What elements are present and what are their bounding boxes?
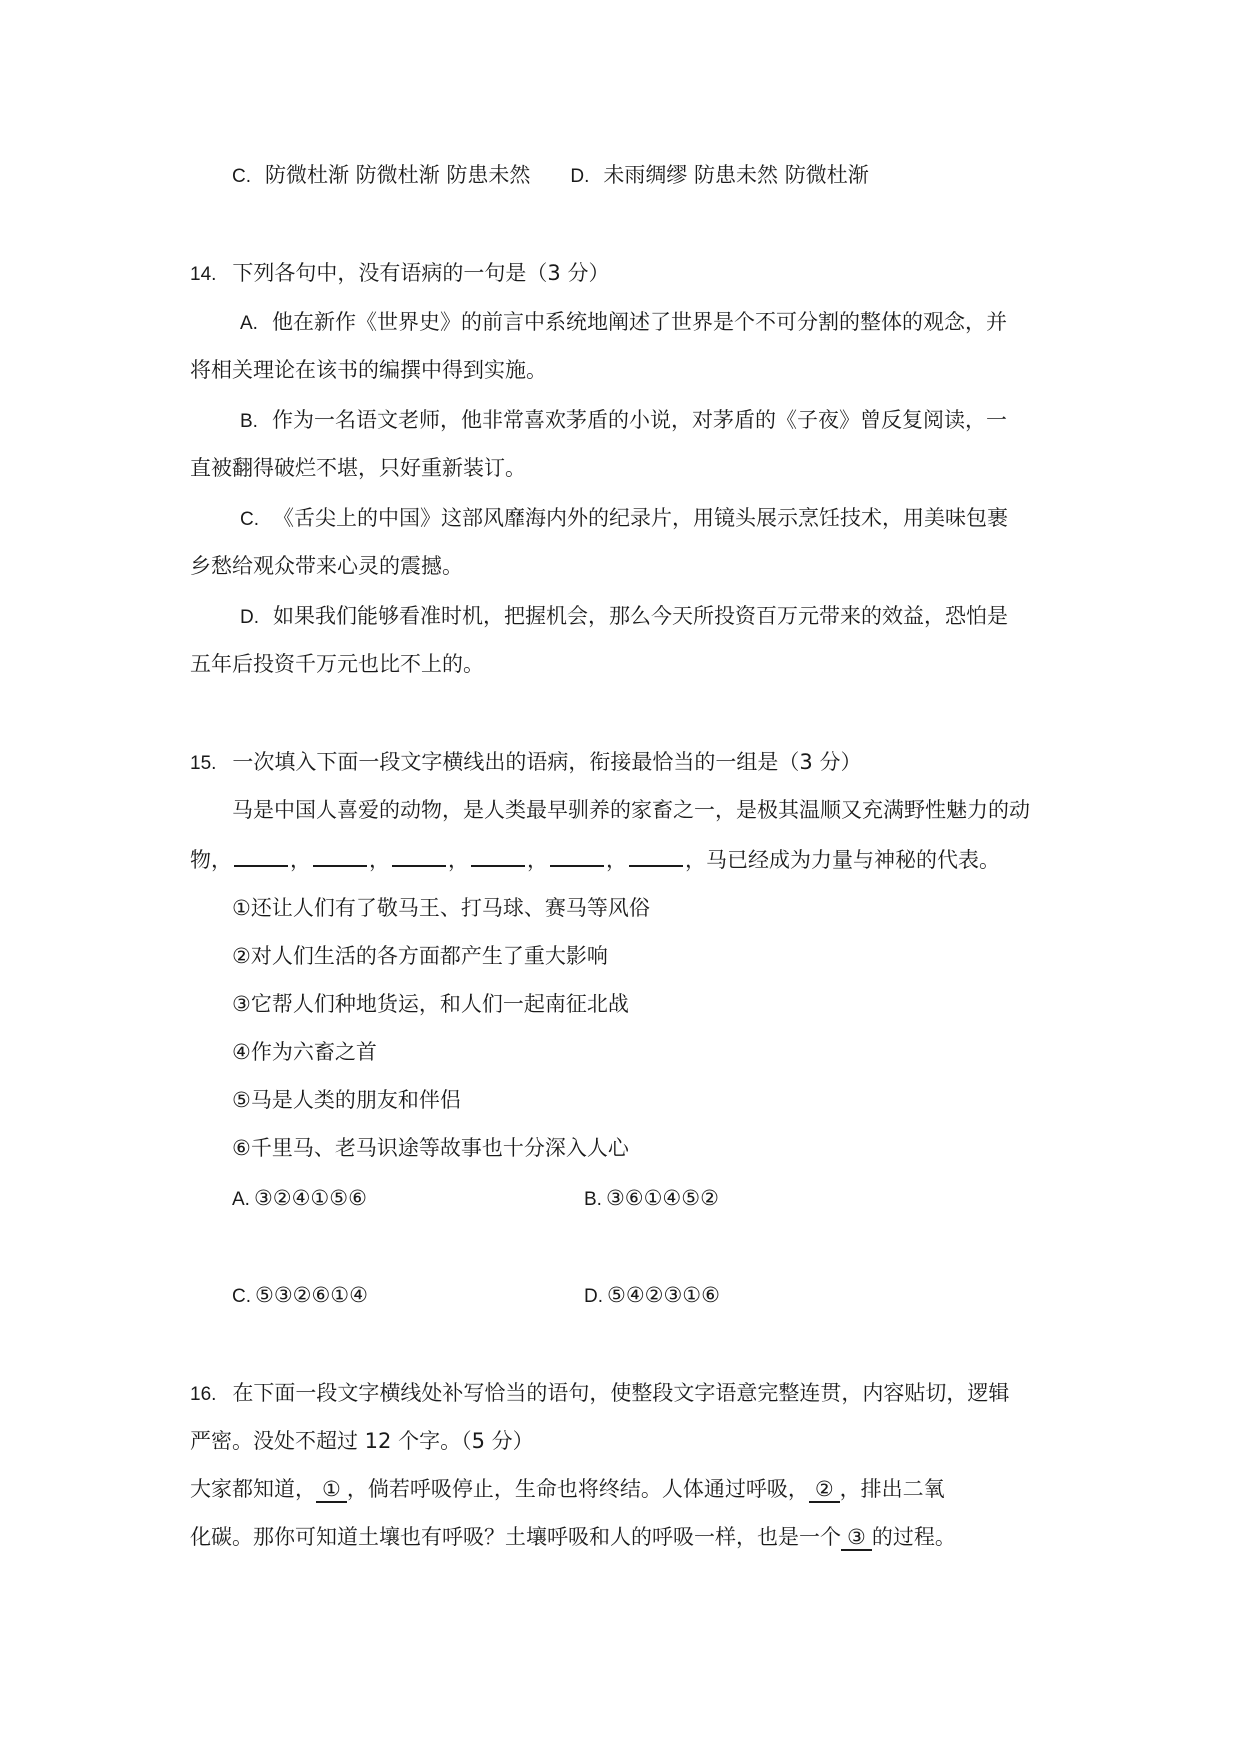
q15-number: 15. — [190, 753, 217, 774]
q15-blank-4 — [471, 845, 525, 867]
q15-option-d-label: D. — [584, 1286, 603, 1307]
q15-option-d-text: ⑤④②③①⑥ — [607, 1283, 720, 1307]
q15-paragraph-line1: 马是中国人喜爱的动物，是人类最早驯养的家畜之一，是极其温顺又充满野性魅力的动 — [232, 798, 1030, 822]
q16-blank-1: ① — [316, 1477, 347, 1503]
q14-option-b-label: B. — [240, 411, 258, 432]
q15-blank-5 — [550, 845, 604, 867]
q16-paragraph-line1 — [190, 1474, 945, 1504]
q16-text-2b: 的过程。 — [871, 1525, 956, 1549]
q16-blank-2: ② — [809, 1477, 840, 1503]
q16-text-2a: 化碳。那你可知道土壤也有呼吸？土壤呼吸和人的呼吸一样，也是一个 — [190, 1525, 841, 1549]
q14-option-d-label: D. — [240, 607, 259, 628]
q15-stem — [190, 747, 861, 779]
q14-option-b-line2: 直被翻得破烂不堪，只好重新装订。 — [190, 456, 526, 480]
q16-stem-line2: 严密。没处不超过 12 个字。（5 分） — [190, 1429, 534, 1453]
q13-option-c-text: 防微杜渐 防微杜渐 防患未然 — [265, 163, 531, 187]
q15-para-start: 物， — [190, 848, 232, 872]
q14-option-a-label: A. — [240, 313, 258, 334]
q16-blank-3: ③ — [841, 1525, 872, 1551]
q15-item-1: ①还让人们有了敬马王、打马球、赛马等风俗 — [232, 896, 650, 920]
q16-paragraph-line2 — [190, 1522, 956, 1552]
q15-item-5: ⑤马是人类的朋友和伴侣 — [232, 1088, 461, 1112]
q14-option-b — [240, 405, 1007, 437]
q15-blank-6 — [629, 845, 683, 867]
q14-option-c — [240, 503, 1008, 535]
q15-option-a-text: ③②④①⑤⑥ — [253, 1186, 367, 1210]
q14-option-d-line1: 如果我们能够看准时机，把握机会，那么今天所投资百万元带来的效益，恐怕是 — [273, 604, 1008, 628]
q14-stem-text: 下列各句中，没有语病的一句是（3 分） — [232, 261, 610, 285]
q15-item-2: ②对人们生活的各方面都产生了重大影响 — [232, 944, 608, 968]
q15-item-3: ③它帮人们种地货运，和人们一起南征北战 — [232, 992, 629, 1016]
q15-sep-5: ， — [606, 848, 627, 872]
q14-number: 14. — [190, 264, 217, 285]
q15-blank-3 — [392, 845, 446, 867]
q15-blank-2 — [313, 845, 367, 867]
q14-option-c-label: C. — [240, 509, 259, 530]
q13-option-d-text: 未雨绸缪 防患未然 防微杜渐 — [603, 163, 869, 187]
q13-option-c-label: C. — [232, 166, 251, 187]
q16-stem-line1 — [190, 1378, 1009, 1410]
q14-option-a-line2: 将相关理论在该书的编撰中得到实施。 — [190, 358, 547, 382]
q14-option-d — [240, 601, 1008, 633]
q15-para-end: ，马已经成为力量与神秘的代表。 — [685, 848, 1000, 872]
q15-sep-3: ， — [448, 848, 469, 872]
q15-option-d — [584, 1280, 720, 1312]
q14-option-a — [240, 307, 1007, 339]
q16-text-1c: ，排出二氧 — [839, 1477, 945, 1501]
q15-item-6: ⑥千里马、老马识途等故事也十分深入人心 — [232, 1136, 629, 1160]
q13-options-cd — [232, 160, 869, 192]
q14-option-c-line2: 乡愁给观众带来心灵的震撼。 — [190, 554, 463, 578]
q15-option-c-text: ⑤③②⑥①④ — [255, 1283, 368, 1307]
q15-paragraph-line2 — [190, 845, 1000, 875]
q14-option-b-line1: 作为一名语文老师，他非常喜欢茅盾的小说，对茅盾的《子夜》曾反复阅读，一 — [271, 408, 1007, 432]
q14-stem — [190, 258, 609, 290]
q15-option-a-label: A. — [232, 1189, 250, 1210]
q16-text-1a: 大家都知道， — [190, 1477, 316, 1501]
q14-option-d-line2: 五年后投资千万元也比不上的。 — [190, 652, 484, 676]
q15-option-b-text: ③⑥①④⑤② — [605, 1186, 719, 1210]
q13-option-d-label: D. — [570, 166, 590, 187]
q15-stem-text: 一次填入下面一段文字横线出的语病，衔接最恰当的一组是（3 分） — [232, 750, 862, 774]
q15-sep-4: ， — [527, 848, 548, 872]
q14-option-a-line1: 他在新作《世界史》的前言中系统地阐述了世界是个不可分割的整体的观念，并 — [271, 310, 1007, 334]
q15-option-c — [232, 1280, 368, 1312]
q15-item-4: ④作为六畜之首 — [232, 1040, 377, 1064]
q15-sep-2: ， — [369, 848, 390, 872]
q14-option-c-line1: 《舌尖上的中国》这部风靡海内外的纪录片，用镜头展示烹饪技术，用美味包裹 — [273, 506, 1008, 530]
q15-option-c-label: C. — [232, 1286, 251, 1307]
q15-option-b — [584, 1183, 719, 1215]
q16-stem-text-1: 在下面一段文字横线处补写恰当的语句，使整段文字语意完整连贯，内容贴切，逻辑 — [232, 1381, 1010, 1405]
q15-option-a — [232, 1183, 367, 1215]
q15-option-b-label: B. — [584, 1189, 602, 1210]
q15-sep-1: ， — [290, 848, 311, 872]
q16-number: 16. — [190, 1384, 217, 1405]
q16-text-1b: ，倘若呼吸停止，生命也将终结。人体通过呼吸， — [346, 1477, 809, 1501]
q15-blank-1 — [234, 845, 288, 867]
